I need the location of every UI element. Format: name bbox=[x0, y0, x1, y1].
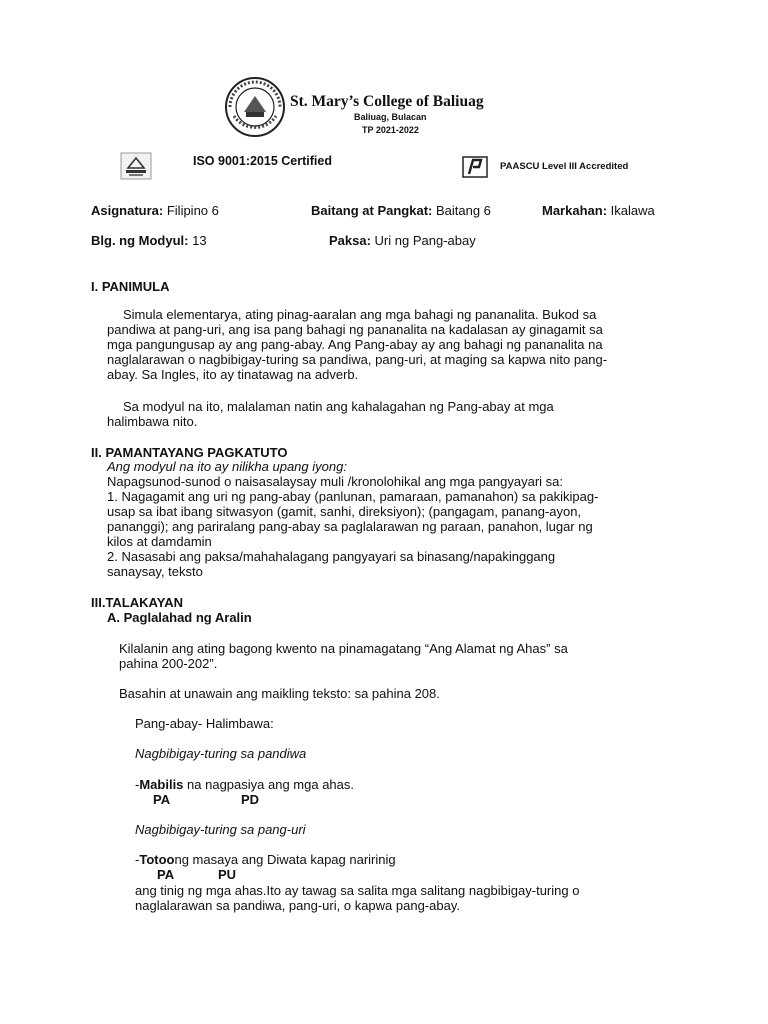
pandiwa-subheading: Nagbibigay-turing sa pandiwa bbox=[135, 746, 307, 761]
school-location: Baliuag, Bulacan bbox=[354, 112, 427, 122]
asignatura-label: Asignatura: bbox=[91, 203, 164, 218]
iso-certification-icon bbox=[120, 152, 152, 180]
panimula-line: mga pangungusap ay ang pang-abay. Ang Pang-abay ay ang bahagi ng pananalita na bbox=[107, 337, 603, 352]
example-2-pa-tag: PA bbox=[157, 867, 175, 882]
modyul-field bbox=[91, 233, 207, 248]
example-1-adverb: Mabilis bbox=[139, 777, 184, 792]
panimula-line: pandiwa at pang-uri, ang isa pang bahagi ng pananalita na kadalasan ay ginagamit sa bbox=[107, 322, 603, 337]
modyul-value: 13 bbox=[188, 233, 207, 248]
asignatura-field bbox=[91, 203, 219, 218]
pamantayang-line: usap sa ibat ibang sitwasyon (gamit, sanhi, direksiyon); (pangagam, panang-ayon, bbox=[107, 504, 582, 519]
paksa-label: Paksa: bbox=[329, 233, 371, 248]
school-seal-logo bbox=[224, 76, 286, 138]
baitang-field bbox=[311, 203, 491, 218]
markahan-field bbox=[542, 203, 655, 218]
panimula-line: halimbawa nito. bbox=[107, 414, 198, 429]
talakayan-line: naglalarawan sa pandiwa, pang-uri, o kapwa pang-abay. bbox=[135, 898, 460, 913]
pamantayang-line: 2. Nasasabi ang paksa/mahahalagang pangyayari sa binasang/napakinggang bbox=[107, 549, 556, 564]
pamantayang-line: sanaysay, teksto bbox=[107, 564, 203, 579]
iso-certified-text: ISO 9001:2015 Certified bbox=[193, 154, 332, 168]
talakayan-line: ang tinig ng mga ahas.Ito ay tawag sa salita mga salitang nagbibigay-turing o bbox=[135, 883, 580, 898]
pamantayang-heading: II. PAMANTAYANG PAGKATUTO bbox=[91, 445, 288, 460]
pamantayang-line: kilos at damdamin bbox=[107, 534, 212, 549]
markahan-value: Ikalawa bbox=[607, 203, 655, 218]
markahan-label: Markahan: bbox=[542, 203, 608, 218]
baitang-label: Baitang at Pangkat: bbox=[311, 203, 433, 218]
modyul-label: Blg. ng Modyul: bbox=[91, 233, 189, 248]
panimula-heading: I. PANIMULA bbox=[91, 279, 170, 294]
example-sentence-1: -Mabilis na nagpasiya ang mga ahas. bbox=[135, 777, 354, 792]
example-1-pa-tag: PA bbox=[153, 792, 171, 807]
paglalahad-subheading: A. Paglalahad ng Aralin bbox=[107, 610, 252, 625]
talakayan-line: pahina 200-202”. bbox=[119, 656, 218, 671]
paascu-accredited-text: PAASCU Level III Accredited bbox=[500, 161, 629, 172]
panimula-line: abay. Sa Ingles, ito ay tinatawag na adverb. bbox=[107, 367, 359, 382]
asignatura-value: Filipino 6 bbox=[163, 203, 219, 218]
pamantayang-line: Napagsunod-sunod o naisasalaysay muli /kronolohikal ang mga pangyayari sa: bbox=[107, 474, 563, 489]
panimula-line: Simula elementarya, ating pinag-aaralan ang mga bahagi ng pananalita. Bukod sa bbox=[123, 307, 597, 322]
example-sentence-2: -Totoong masaya ang Diwata kapag naririnig bbox=[135, 852, 396, 867]
halimbawa-label: Pang-abay- Halimbawa: bbox=[135, 716, 274, 731]
pamantayang-line: pananggi); ang pariralang pang-abay sa paglalarawan ng paraan, panahon, lugar ng bbox=[107, 519, 593, 534]
basahin-line: Basahin at unawain ang maikling teksto: sa pahina 208. bbox=[119, 686, 440, 701]
paascu-accreditation-icon bbox=[462, 156, 488, 178]
example-1-pd-tag: PD bbox=[241, 792, 260, 807]
school-term: TP 2021-2022 bbox=[362, 125, 419, 135]
pamantayang-intro: Ang modyul na ito ay nilikha upang iyong: bbox=[107, 459, 347, 474]
example-2-adverb: Totoo bbox=[139, 852, 175, 867]
paksa-field bbox=[329, 233, 476, 248]
panguri-subheading: Nagbibigay-turing sa pang-uri bbox=[135, 822, 306, 837]
baitang-value: Baitang 6 bbox=[432, 203, 491, 218]
talakayan-heading: III.TALAKAYAN bbox=[91, 595, 183, 610]
pamantayang-line: 1. Nagagamit ang uri ng pang-abay (panlunan, pamaraan, pamanahon) sa pakikipag- bbox=[107, 489, 599, 504]
panimula-line: Sa modyul na ito, malalaman natin ang kahalagahan ng Pang-abay at mga bbox=[123, 399, 554, 414]
school-name: St. Mary’s College of Baliuag bbox=[290, 93, 484, 110]
talakayan-line: Kilalanin ang ating bagong kwento na pinamagatang “Ang Alamat ng Ahas” sa bbox=[119, 641, 568, 656]
panimula-line: naglalarawan o nagbibigay-turing sa pandiwa, pang-uri, at maging sa kapwa nito pang- bbox=[107, 352, 608, 367]
example-2-pu-tag: PU bbox=[218, 867, 237, 882]
paksa-value: Uri ng Pang-abay bbox=[370, 233, 476, 248]
